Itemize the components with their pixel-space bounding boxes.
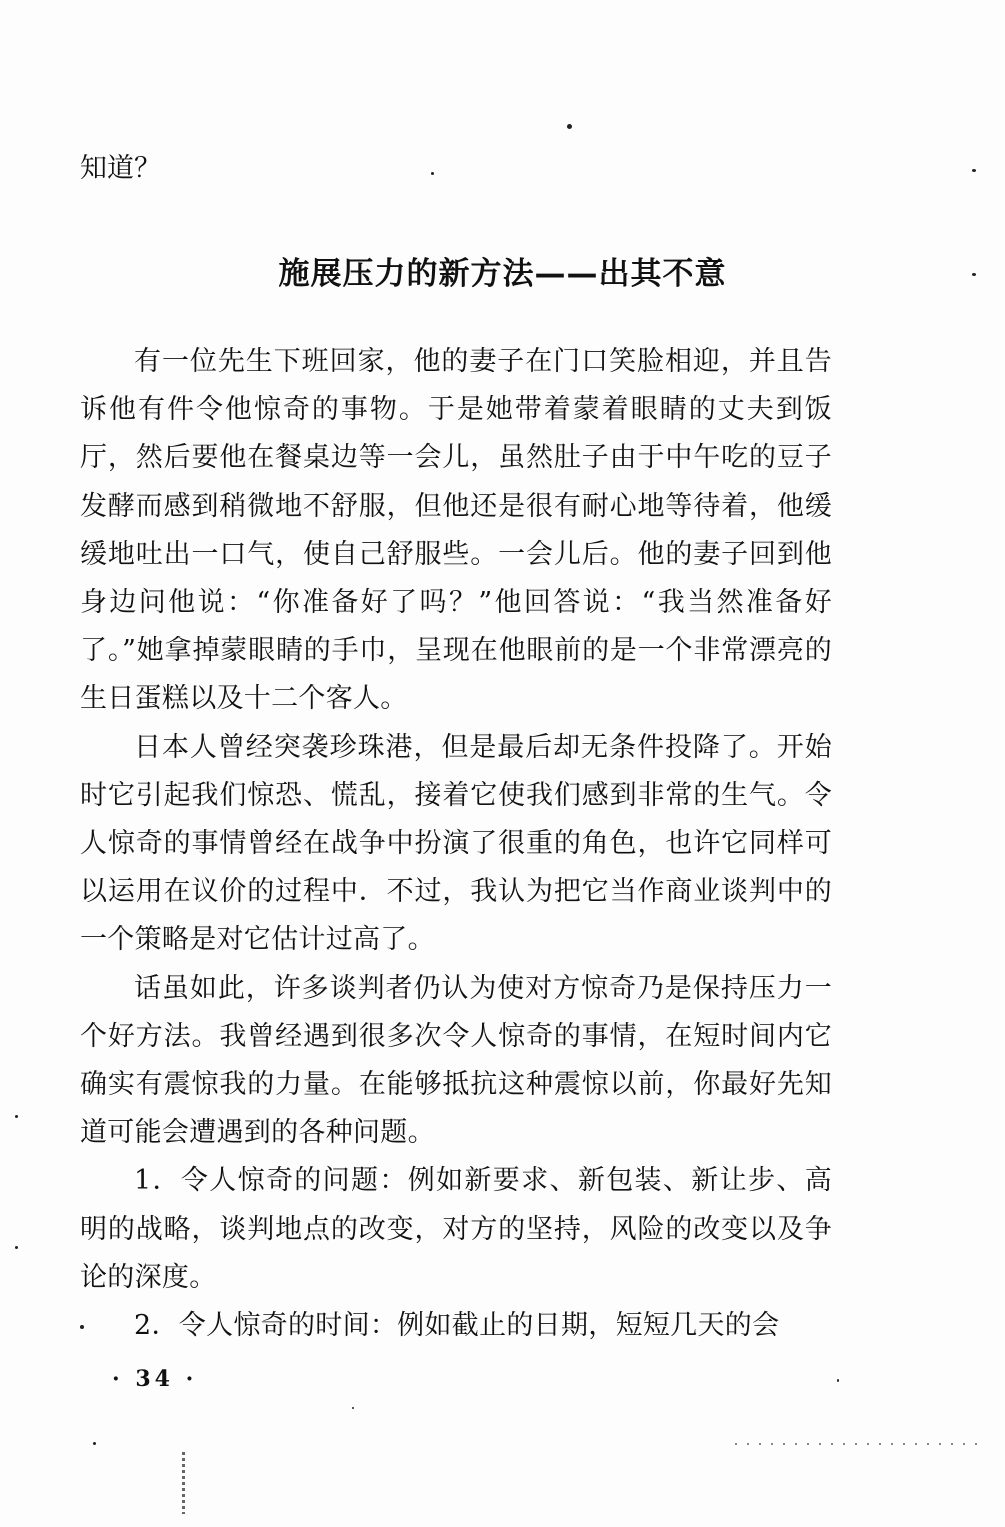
paragraph-2: 日本人曾经突袭珍珠港，但是最后却无条件投降了。开始时它引起我们惊恐、慌乱，接着它使我们感到非常的生气。令人惊奇的事情曾经在战争中扮演了很重的角色，也许它同样可以运用在议价的过程中．不过，我认为把它当作商业谈判中的一个策略是对它估计过高了。 — [80, 731, 832, 956]
scan-margin-line — [182, 1452, 185, 1514]
scan-speck — [15, 1246, 18, 1249]
scan-dotted-rule — [735, 1443, 980, 1445]
scan-speck — [972, 169, 976, 172]
scan-speck — [352, 1407, 354, 1409]
continuation-text: 知道？ — [80, 153, 161, 184]
paragraph-1: 有一位先生下班回家，他的妻子在门口笑脸相迎，并且告诉他有件令他惊奇的事物。于是她带着蒙着眼睛的丈夫到饭厅，然后要他在餐桌边等一会儿，虽然肚子由于中午吃的豆子发酵而感到稍微地不舒服，但他还是很有耐心地等待着，他缓缓地吐出一口气，使自己舒服些。一会儿后。他的妻子回到他身边问他说：“你准备好了吗？”他回答说：“我当然准备好了。”她拿掉蒙眼睛的手巾，呈现在他眼前的是一个非常漂亮的生日蛋糕以及十二个客人。 — [80, 346, 832, 715]
section-heading: 施展压力的新方法——出其不意 — [278, 256, 727, 292]
body-text — [80, 338, 832, 1350]
scan-speck — [80, 1325, 84, 1329]
page-number: · 34 · — [112, 1366, 198, 1392]
scan-speck — [972, 273, 976, 276]
list-item-1: 1．令人惊奇的问题：例如新要求、新包装、新让步、高明的战略，谈判地点的改变，对方的坚持，风险的改变以及争论的深度。 — [80, 1165, 832, 1293]
scan-speck — [567, 124, 572, 129]
list-item-2: 2．令人惊奇的时间：例如截止的日期，短短几天的会 — [134, 1310, 780, 1342]
paragraph-3: 话虽如此，许多谈判者仍认为使对方惊奇乃是保持压力一个好方法。我曾经遇到很多次令人惊奇的事情，在短时间内它确实有震惊我的力量。在能够抵抗这种震惊以前，你最好先知道可能会遭遇到的各种问题。 — [80, 972, 832, 1149]
scan-speck — [93, 1442, 96, 1445]
scan-speck — [837, 1379, 839, 1382]
scan-speck — [431, 172, 434, 175]
scan-speck — [15, 1115, 18, 1118]
